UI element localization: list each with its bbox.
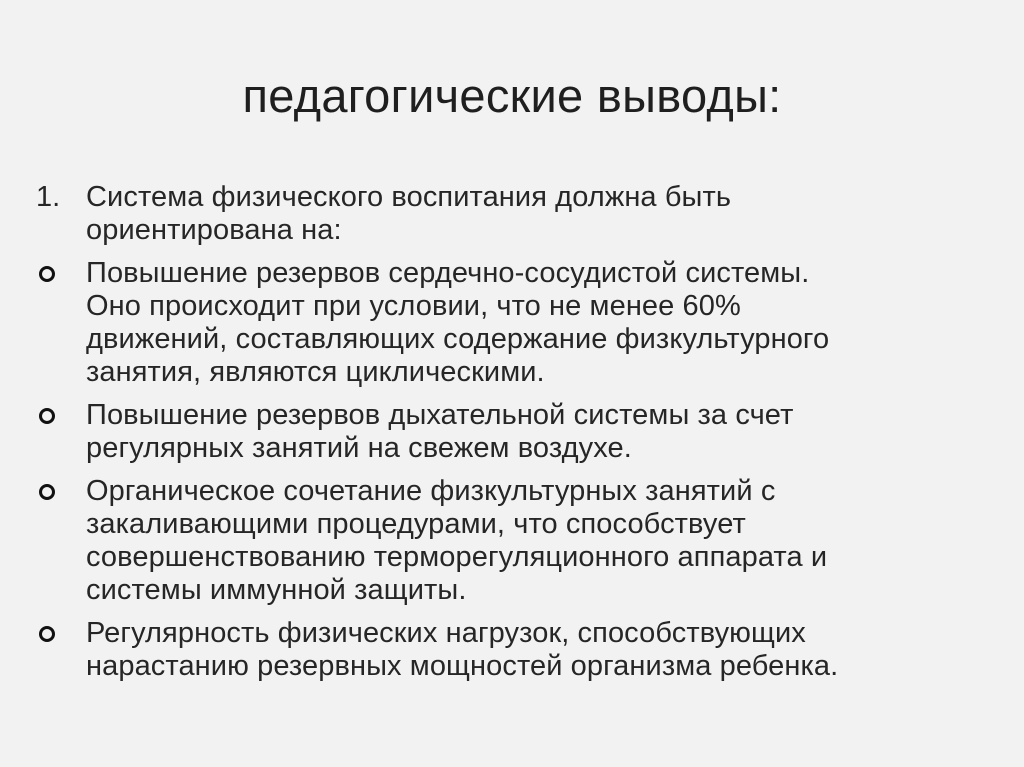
text-line: ориентирована на:: [86, 214, 342, 246]
text-line: Органическое сочетание физкультурных занятий с: [86, 475, 776, 507]
text-line: Повышение резервов сердечно-сосудистой системы.: [86, 257, 810, 289]
circle-bullet-icon: [39, 626, 55, 642]
list-item-5: [36, 617, 986, 683]
list-item-text: [86, 257, 986, 389]
circle-bullet-icon: [39, 408, 55, 424]
text-line: движений, составляющих содержание физкультурного: [86, 323, 830, 355]
list-item-4: [36, 475, 986, 607]
text-line: закаливающими процедурами, что способствует: [86, 508, 746, 540]
list-item-text: [86, 181, 986, 247]
text-line: совершенствованию терморегуляционного аппарата и: [86, 541, 828, 573]
list-number: 1.: [36, 181, 61, 213]
text-line: Оно происходит при условии, что не менее 60%: [86, 290, 741, 322]
list-item-text: [86, 399, 986, 465]
text-line: регулярных занятий на свежем воздухе.: [86, 432, 632, 464]
list-item-3: [36, 399, 986, 465]
text-line: системы иммунной защиты.: [86, 574, 467, 606]
text-line: Регулярность физических нагрузок, способствующих: [86, 617, 806, 649]
text-line: занятия, являются циклическими.: [86, 356, 545, 388]
list-item-1: [36, 181, 986, 247]
circle-bullet-icon: [39, 266, 55, 282]
list-item-text: [86, 617, 986, 683]
text-line: нарастанию резервных мощностей организма ребенка.: [86, 650, 839, 682]
list-item-text: [86, 475, 986, 607]
slide-body: [36, 181, 986, 693]
circle-bullet-icon: [39, 484, 55, 500]
slide-title: педагогические выводы:: [242, 69, 782, 122]
text-line: Повышение резервов дыхательной системы за счет: [86, 399, 794, 431]
text-line: Система физического воспитания должна быть: [86, 181, 732, 213]
list-item-2: [36, 257, 986, 389]
